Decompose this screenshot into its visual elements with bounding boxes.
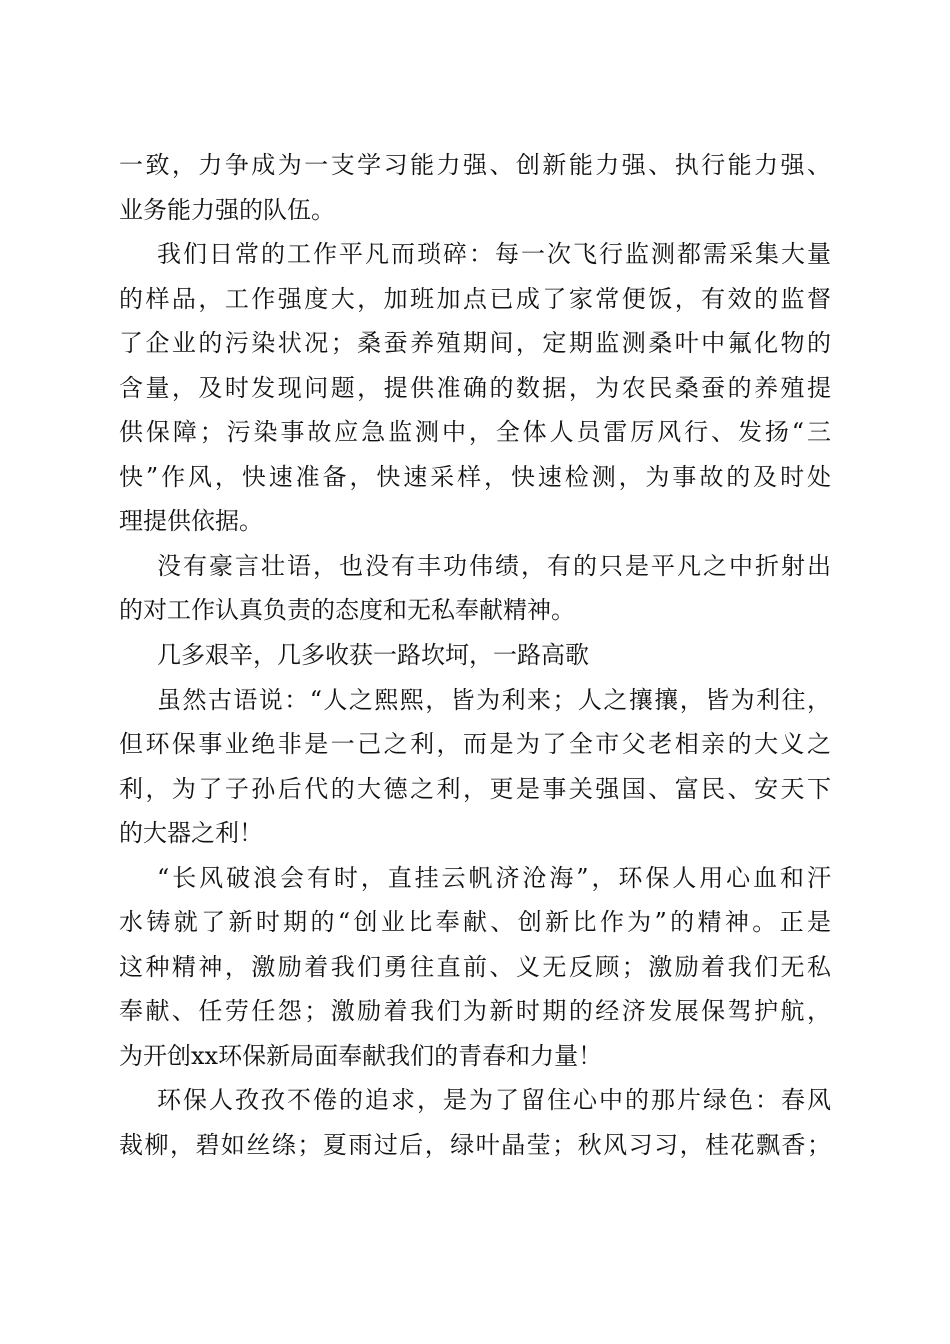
text-line: 一致，力争成为一支学习能力强、创新能力强、执行能力强、 <box>119 151 831 179</box>
text-line: 快”作风，快速准备，快速采样，快速检测，为事故的及时处 <box>119 462 831 491</box>
text-line: 水铸就了新时期的“创业比奉献、创新比作为”的精神。正是 <box>119 908 831 937</box>
text-line: 没有豪言壮语，也没有丰功伟绩，有的只是平凡之中折射出 <box>157 551 831 580</box>
text-line: “长风破浪会有时，直挂云帆济沧海”，环保人用心血和汗 <box>157 863 831 892</box>
text-line: 的样品，工作强度大，加班加点已成了家常便饭，有效的监督 <box>119 284 831 313</box>
text-line: 利，为了子孙后代的大德之利，更是事关强国、富民、安天下 <box>119 774 831 803</box>
text-line: 的对工作认真负责的态度和无私奉献精神。 <box>119 596 575 625</box>
text-line: 我们日常的工作平凡而琐碎：每一次飞行监测都需采集大量 <box>157 240 831 269</box>
text-line: 几多艰辛，几多收获一路坎坷，一路高歌 <box>157 641 589 670</box>
document-body <box>119 143 831 1168</box>
text-line: 供保障；污染事故应急监测中，全体人员雷厉风行、发扬“三 <box>119 418 831 447</box>
text-line: 这种精神，激励着我们勇往直前、义无反顾；激励着我们无私 <box>119 952 831 981</box>
text-line: 含量，及时发现问题，提供准确的数据，为农民桑蚕的养殖提 <box>119 373 831 402</box>
text-line: 的大器之利！ <box>119 819 263 848</box>
text-line: 为开创xx环保新局面奉献我们的青春和力量！ <box>119 1041 603 1070</box>
text-line: 理提供依据。 <box>119 507 263 536</box>
text-line: 奉献、任劳任怨；激励着我们为新时期的经济发展保驾护航， <box>119 997 831 1026</box>
text-line: 裁柳，碧如丝绦；夏雨过后，绿叶晶莹；秋风习习，桂花飘香； <box>119 1131 831 1160</box>
text-line: 了企业的污染状况；桑蚕养殖期间，定期监测桑叶中氟化物的 <box>119 329 831 358</box>
text-line: 业务能力强的队伍。 <box>119 195 335 224</box>
text-line: 环保人孜孜不倦的追求，是为了留住心中的那片绿色：春风 <box>157 1086 831 1115</box>
text-line: 虽然古语说：“人之熙熙，皆为利来；人之攘攘，皆为利往， <box>157 685 831 714</box>
text-line: 但环保事业绝非是一己之利，而是为了全市父老相亲的大义之 <box>119 730 831 759</box>
